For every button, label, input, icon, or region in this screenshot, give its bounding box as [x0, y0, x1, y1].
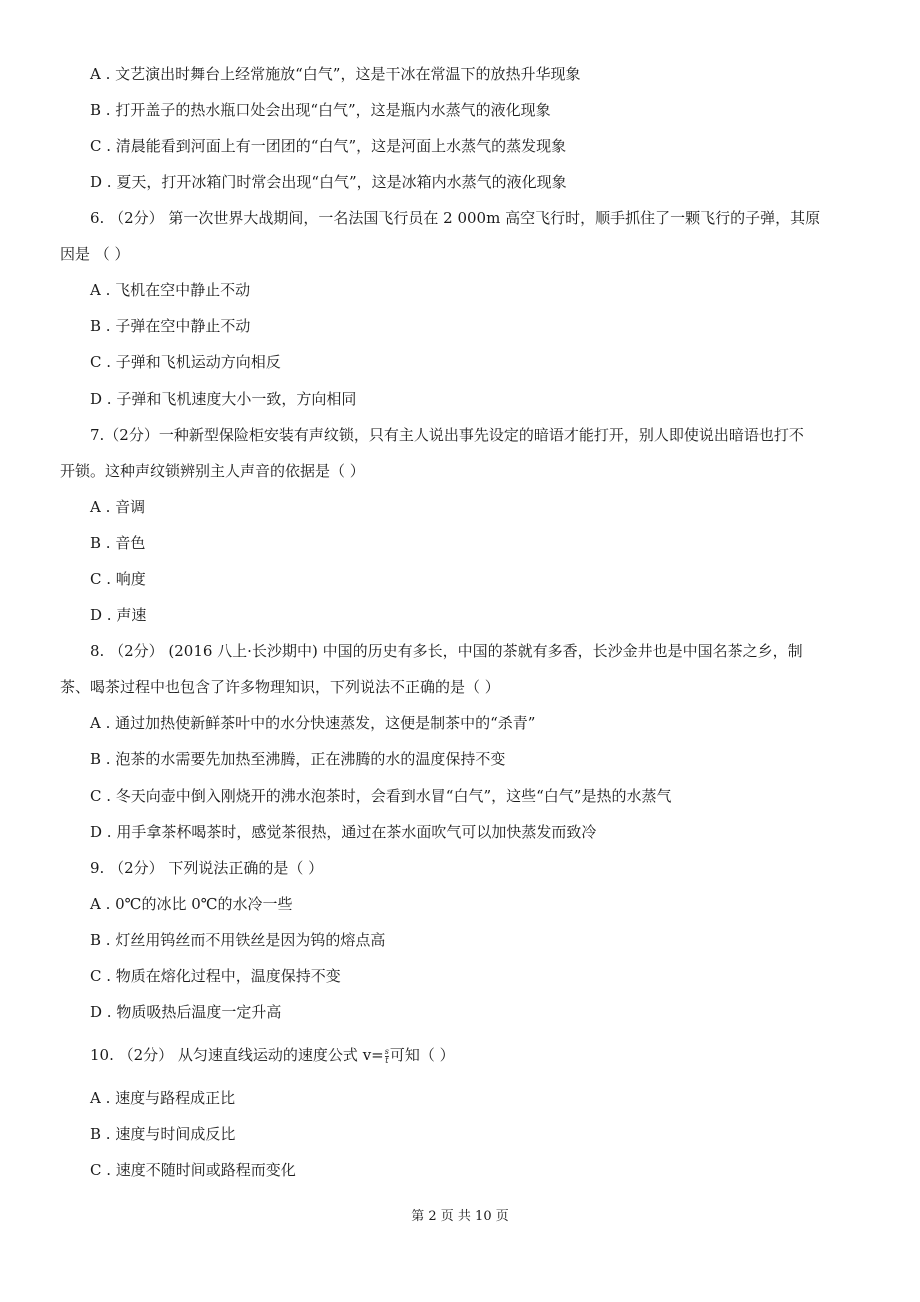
q6-stem-line1: 6. （2分） 第一次世界大战期间，一名法国飞行员在 2 000m 高空飞行时，顺手抓住了一颗飞行的子弹，其原 — [90, 209, 821, 227]
q7-option-b: B . 音色 — [90, 534, 146, 552]
q5-option-d: D . 夏天，打开冰箱门时常会出现“白气”，这是冰箱内水蒸气的液化现象 — [90, 173, 567, 191]
q9-option-a: A . 0℃的冰比 0℃的水冷一些 — [90, 895, 293, 913]
q8-stem-line1: 8. （2分） (2016 八上·长沙期中) 中国的历史有多长，中国的茶就有多香，长沙金井也是中国名茶之乡，制 — [90, 642, 803, 660]
q7-option-d: D . 声速 — [90, 606, 147, 624]
q7-option-a: A . 音调 — [90, 498, 146, 516]
q9-option-b: B . 灯丝用钨丝而不用铁丝是因为钨的熔点高 — [90, 931, 386, 949]
q5-option-c: C . 清晨能看到河面上有一团团的“白气”，这是河面上水蒸气的蒸发现象 — [90, 137, 567, 155]
q6-stem-line2: 因是 （ ） — [60, 245, 130, 263]
q7-stem-line2: 开锁。这种声纹锁辨别主人声音的依据是（ ） — [60, 462, 365, 480]
q8-option-d: D . 用手拿茶杯喝茶时，感觉茶很热，通过在茶水面吹气可以加快蒸发而致冷 — [90, 823, 597, 841]
q9-option-c: C . 物质在熔化过程中，温度保持不变 — [90, 967, 341, 985]
q10-option-a: A . 速度与路程成正比 — [90, 1089, 236, 1107]
velocity-formula-fraction — [385, 1048, 389, 1065]
q8-option-c: C . 冬天向壶中倒入刚烧开的沸水泡茶时，会看到水冒“白气”，这些“白气”是热的水蒸气 — [90, 787, 672, 805]
q9-stem: 9. （2分） 下列说法正确的是（ ） — [90, 859, 324, 877]
q10-option-b: B . 速度与时间成反比 — [90, 1125, 236, 1143]
q6-option-a: A . 飞机在空中静止不动 — [90, 281, 251, 299]
fraction-denominator: t — [385, 1055, 389, 1065]
q5-option-b: B . 打开盖子的热水瓶口处会出现“白气”，这是瓶内水蒸气的液化现象 — [90, 101, 551, 119]
q7-option-c: C . 响度 — [90, 570, 146, 588]
q10-stem-suffix: 可知（ ） — [389, 1046, 455, 1064]
q6-option-d: D . 子弹和飞机速度大小一致，方向相同 — [90, 390, 357, 408]
q8-option-b: B . 泡茶的水需要先加热至沸腾，正在沸腾的水的温度保持不变 — [90, 750, 506, 768]
q5-option-a: A . 文艺演出时舞台上经常施放“白气”，这是干冰在常温下的放热升华现象 — [90, 65, 581, 83]
page-footer: 第 2 页 共 10 页 — [411, 1209, 509, 1224]
q7-stem-line1: 7.（2分）一种新型保险柜安装有声纹锁，只有主人说出事先设定的暗语才能打开，别人即使说出暗语也打不 — [90, 426, 804, 444]
q8-stem-line2: 茶、喝茶过程中也包含了许多物理知识，下列说法不正确的是（ ） — [60, 678, 500, 696]
q10-stem-prefix: 10. （2分） 从匀速直线运动的速度公式 v= — [90, 1046, 384, 1064]
fraction-numerator: s — [384, 1046, 389, 1056]
q10-option-c: C . 速度不随时间或路程而变化 — [90, 1161, 296, 1179]
q6-option-c: C . 子弹和飞机运动方向相反 — [90, 353, 281, 371]
q9-option-d: D . 物质吸热后温度一定升高 — [90, 1003, 282, 1021]
q6-option-b: B . 子弹在空中静止不动 — [90, 317, 251, 335]
q10-stem — [90, 1045, 455, 1065]
q8-option-a: A . 通过加热使新鲜茶叶中的水分快速蒸发，这便是制茶中的“杀青” — [90, 714, 536, 732]
